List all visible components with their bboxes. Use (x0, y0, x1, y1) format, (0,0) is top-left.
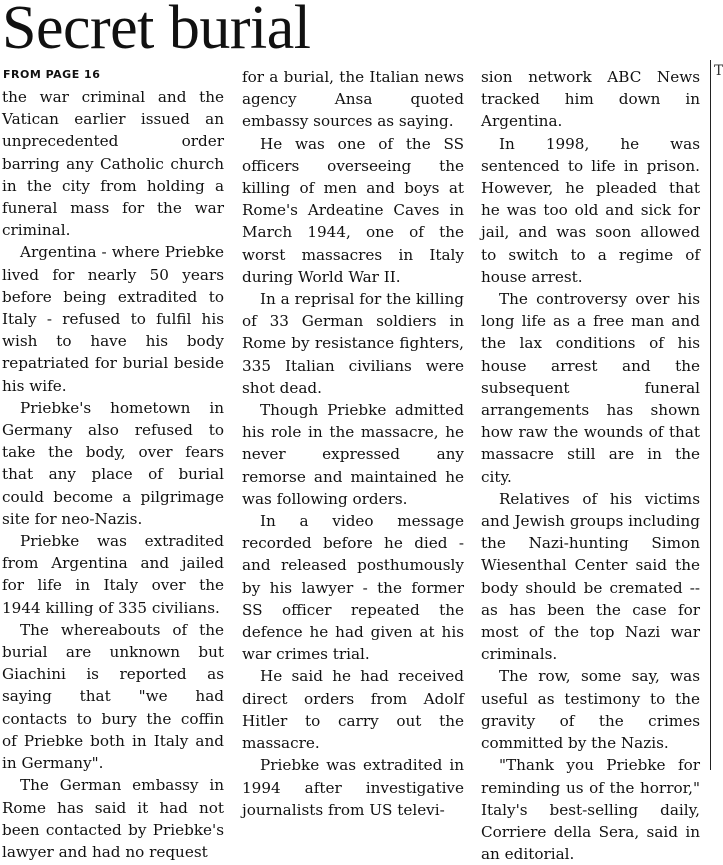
paragraph: Priebke was extradited from Argentina and jailed for life in Italy over the 1944 killing of 335 civilians. (2, 532, 224, 617)
paragraph: The controversy over his long life as a free man and the lax conditions of his house arrest and the subsequent funeral arrangements has shown how raw the wounds of that massacre still are in the city. (481, 290, 700, 486)
article-column-2 (242, 66, 464, 819)
paragraph: "Thank you Priebke for reminding us of the horror," Italy's best-selling daily, Corriere della Sera, said in an editorial. (481, 756, 700, 864)
paragraph: Priebke's hometown in Germany also refused to take the body, over fears that any place of burial could become a pilgrimage site for neo-Nazis. (2, 398, 224, 528)
paragraph: Though Priebke admitted his role in the massacre, he never expressed any remorse and maintained he was following orders. (242, 401, 464, 508)
article-column-1 (2, 86, 224, 861)
article-column-3 (481, 66, 700, 864)
paragraph: Argentina - where Priebke lived for nearly 50 years before being extradited to Italy - refused to fulfil his wish to have his body repatriated for burial beside his wife. (2, 243, 224, 395)
paragraph: He said he had received direct orders from Adolf Hitler to carry out the massacre. (242, 667, 464, 753)
paragraph: The German embassy in Rome has said it had not been contacted by Priebke's lawyer and had no request (2, 776, 224, 861)
paragraph: In 1998, he was sentenced to life in prison. However, he pleaded that he was too old and sick for jail, and was soon allowed to switch to a regime of house arrest. (481, 134, 700, 286)
paragraph: He was one of the SS officers overseeing the killing of men and boys at Rome's Ardeatine Caves in March 1944, one of the worst massacres in Italy during World War II. (242, 134, 464, 286)
continued-from-label: FROM PAGE 16 (3, 68, 101, 81)
paragraph: sion network ABC News tracked him down in Argentina. (481, 68, 700, 131)
paragraph: The whereabouts of the burial are unknown but Giachini is reported as saying that "we had contacts to bury the coffin of Priebke both in Italy and in Germany". (2, 620, 224, 773)
paragraph: the war criminal and the Vatican earlier issued an unprecedented order barring any Catholic church in the city from holding a funeral mass for the war criminal. (2, 88, 224, 240)
paragraph: for a burial, the Italian news agency Ansa quoted embassy sources as saying. (242, 68, 464, 131)
paragraph: Relatives of his victims and Jewish groups including the Nazi-hunting Simon Wiesenthal Center said the body should be cremated -- as has been the case for most of the top Nazi war criminals. (481, 489, 700, 664)
headline: Secret burial (2, 0, 311, 62)
paragraph: Priebke was extradited in 1994 after investigative journalists from US televi- (242, 756, 464, 819)
paragraph: In a reprisal for the killing of 33 German soldiers in Rome by resistance fighters, 335 Italian civilians were shot dead. (242, 290, 464, 397)
paragraph: The row, some say, was useful as testimony to the gravity of the crimes committed by the Nazis. (481, 667, 700, 753)
adjacent-column-fragment: T (714, 63, 723, 79)
column-rule (710, 60, 711, 770)
paragraph: In a video message recorded before he died - and released posthumously by his lawyer - the former SS officer repeated the defence he had given at his war crimes trial. (242, 512, 464, 664)
